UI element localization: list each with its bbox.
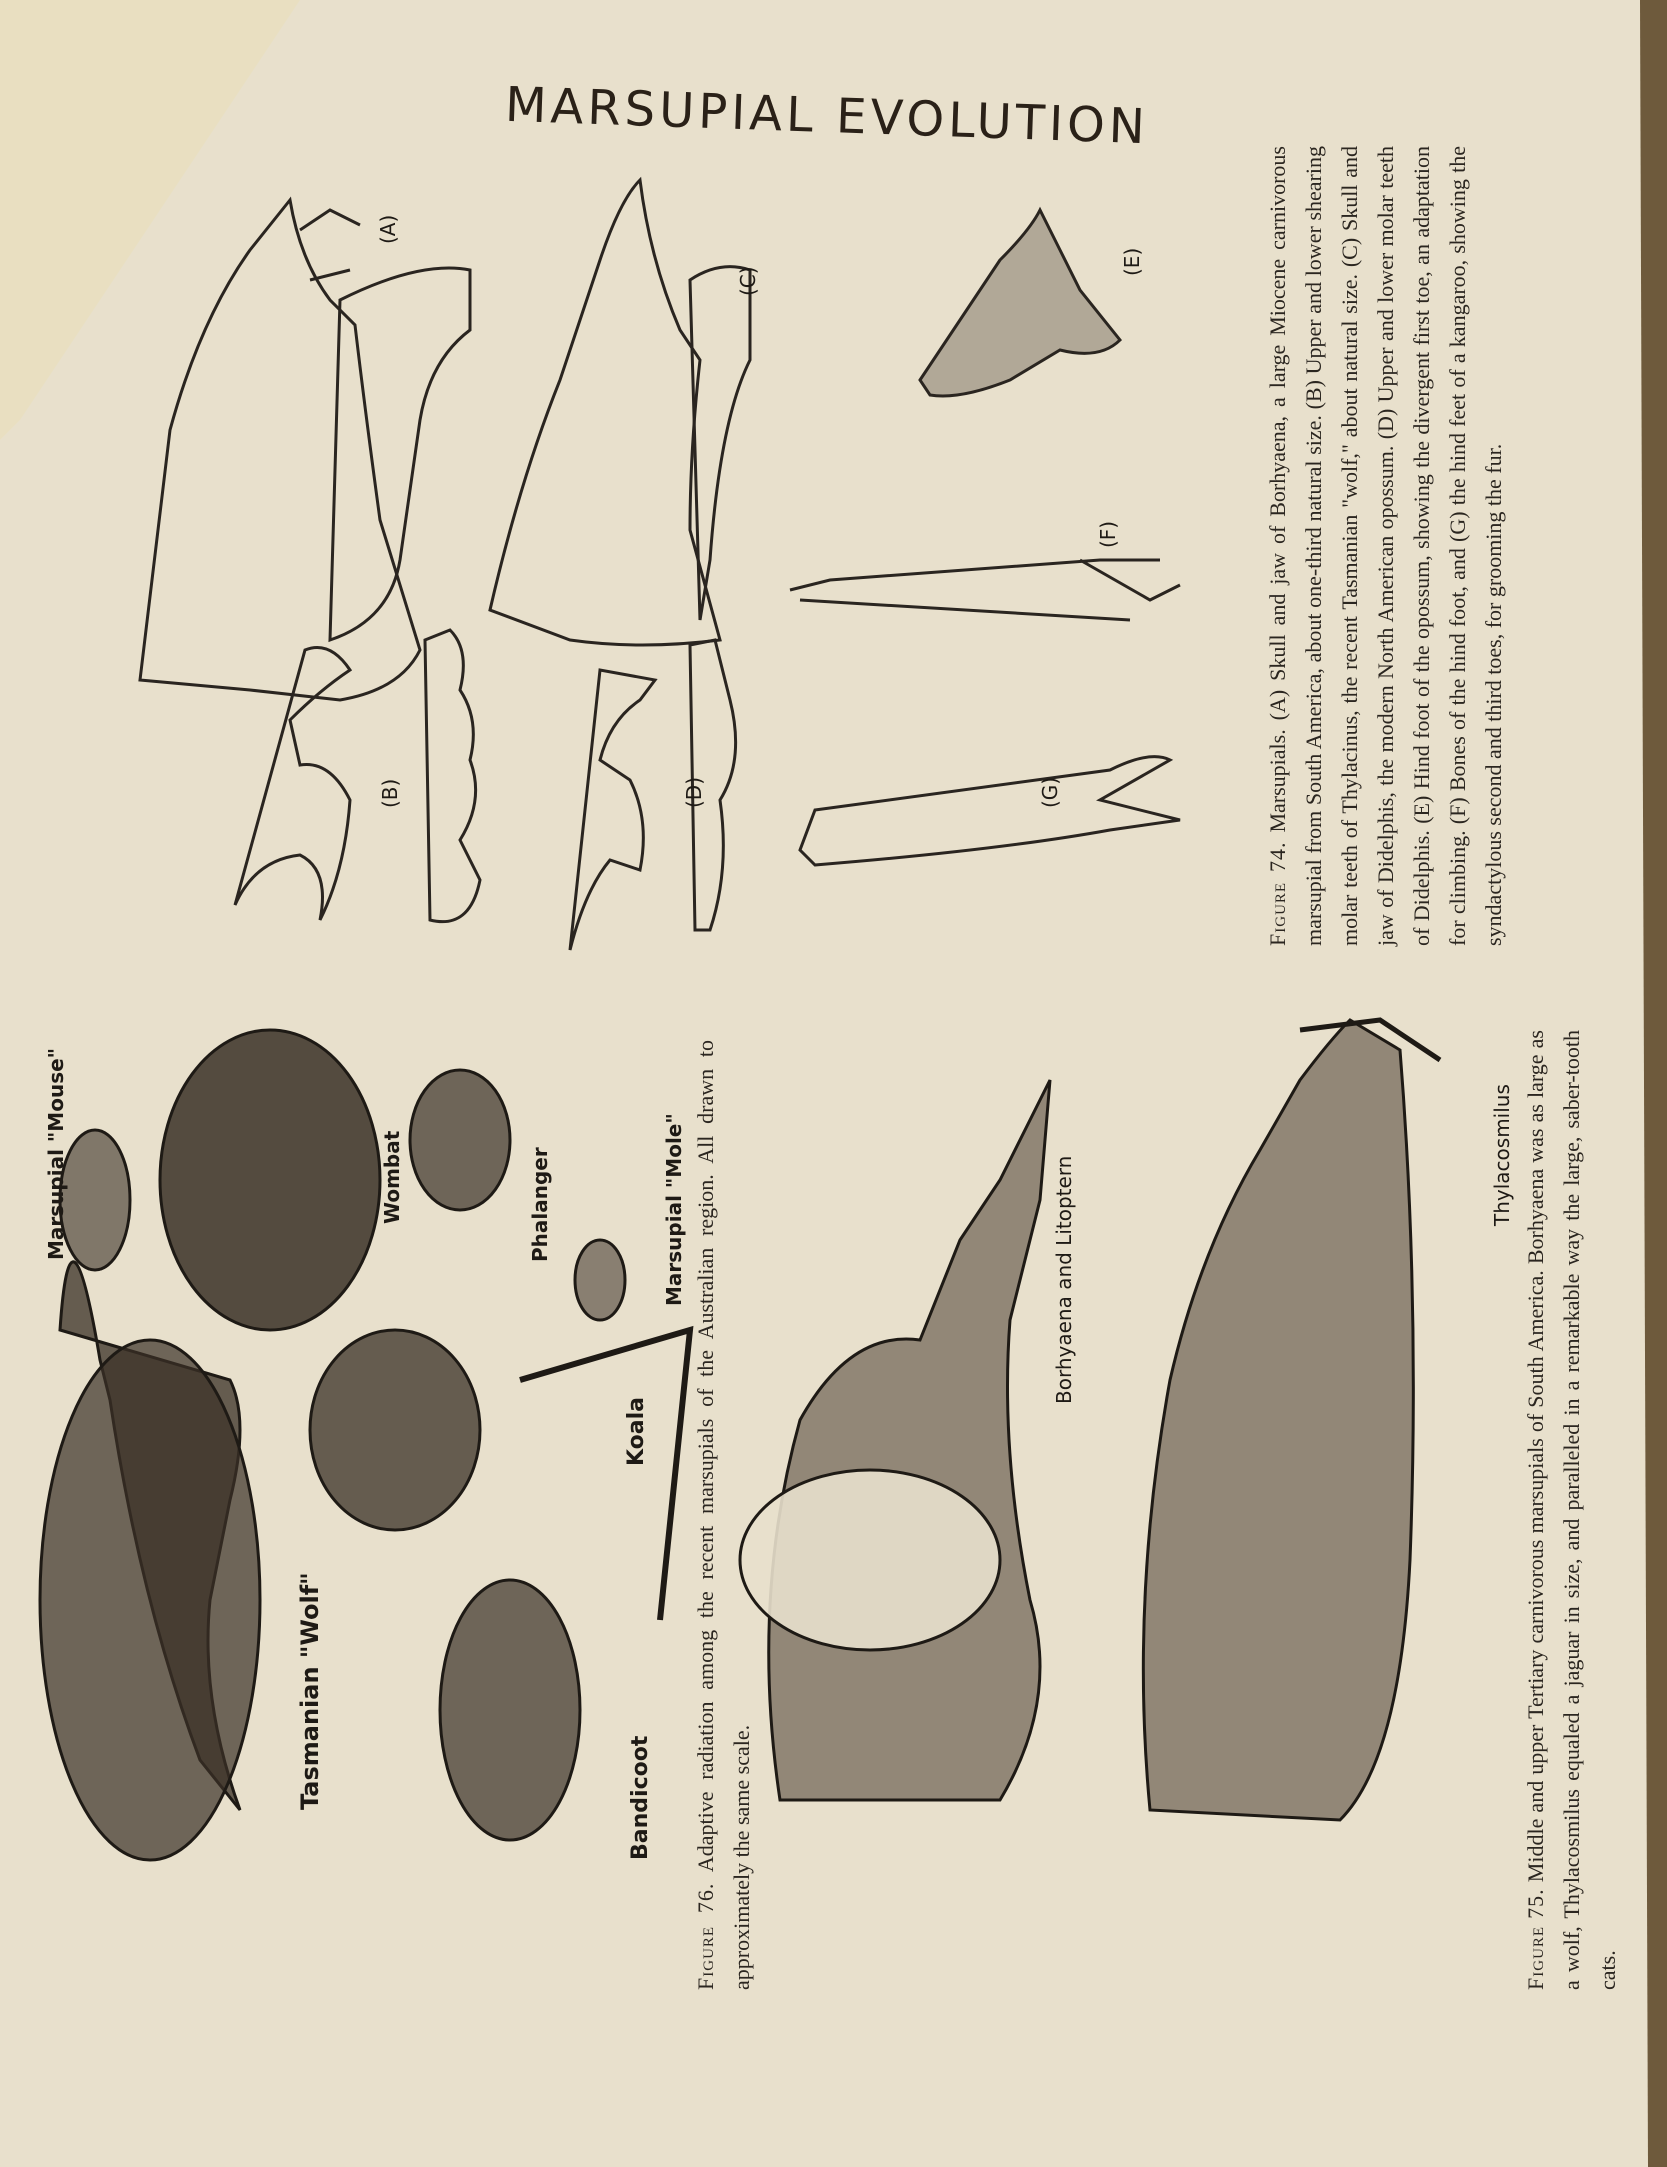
- fig76-label-phalanger: Phalanger: [528, 1147, 552, 1262]
- fig75-caption-lead: Figure 75.: [1523, 1888, 1548, 1990]
- fig75-label-thylacosmilus: Thylacosmilus: [1490, 1084, 1514, 1226]
- fig76-label-marsupial-mole: Marsupial "Mole": [662, 1113, 686, 1306]
- fig75-label-borhyaena: Borhyaena and Litoptern: [1052, 1155, 1076, 1404]
- fig74-label-d: (D): [682, 776, 706, 808]
- litoptern-body: [740, 1470, 1000, 1650]
- fig75-caption-text: Middle and upper Tertiary carnivorous marsupials of South America. Borhyaena was as large as a wolf, Thylacosmilus equaled a jaguar in size, and paralleled in a remarkable way the large, saber-tooth cats.: [1523, 1030, 1620, 1990]
- thylacosmilus-drawing: [1143, 1020, 1413, 1820]
- fig75-caption: [1518, 1030, 1626, 1990]
- fig76-caption-lead: Figure 76.: [693, 1882, 718, 1990]
- fig74-label-b: (B): [378, 778, 402, 808]
- fig76-caption-text: Adaptive radiation among the recent marsupials of the Australian region. All drawn to approximately the same scale.: [693, 1040, 754, 1990]
- fig74-label-e: (E): [1120, 247, 1144, 276]
- fig74-caption-text: Marsupials. (A) Skull and jaw of Borhyaena, a large Miocene carnivorous marsupial from South America, about one-third natural size. (B) Upper and lower shearing molar teeth of Thylacinus, the recent Tasmanian "wolf," about natural size. (C) Skull and jaw of Didelphis, the modern North American opossum. (D) Upper and lower molar teeth of Didelphis. (E) Hind foot of the opossum, showing the divergent first toe, an adaptation for climbing. (F) Bones of the hind foot, and (G) the hind feet of a kangaroo, showing the syndactylous second and third toes, for grooming the fur.: [1265, 146, 1506, 946]
- handwritten-title: MARSUPIAL EVOLUTION: [504, 76, 1150, 156]
- fig76-label-wombat: Wombat: [380, 1130, 404, 1224]
- borhyaena-and-litoptern-drawing: [769, 1080, 1050, 1800]
- fig74-label-g: (G): [1038, 776, 1062, 808]
- fig74-label-c: (C): [736, 266, 760, 296]
- fig74-caption-lead: Figure 74.: [1265, 841, 1290, 946]
- fig76-label-koala: Koala: [624, 1396, 649, 1466]
- fig76-label-bandicoot: Bandicoot: [628, 1735, 653, 1860]
- fig76-label-tasmanian-wolf: Tasmanian "Wolf": [296, 1572, 324, 1810]
- fig74-label-f: (F): [1096, 520, 1120, 548]
- fig74-label-a: (A): [376, 214, 400, 244]
- fig76-label-marsupial-mouse: Marsupial "Mouse": [44, 1047, 68, 1260]
